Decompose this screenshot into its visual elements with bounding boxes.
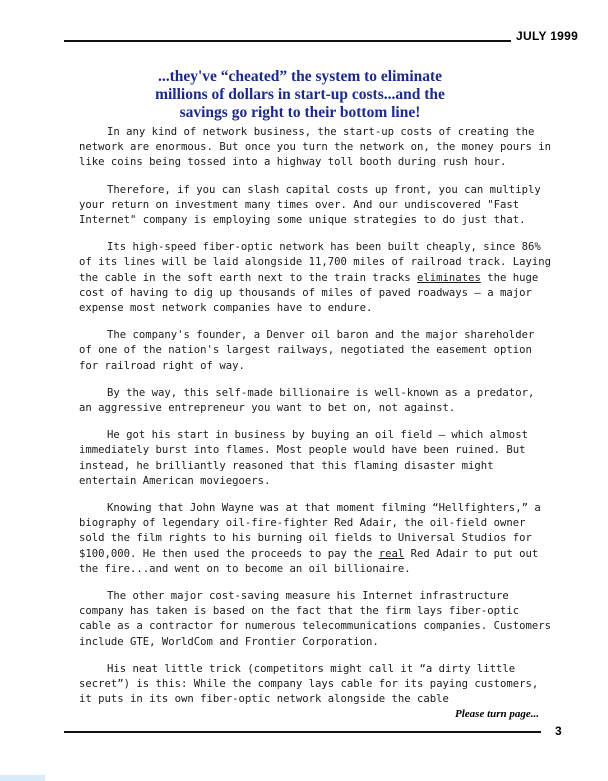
paragraph-8: The other major cost-saving measure his Internet infrastructure company has taken is based on the fact that the firm lays fiber-optic cable as a contractor for numerous telecommunications companies. Customers include GTE, WorldCom and Frontier Corporation. [79, 590, 551, 648]
turn-page-note: Please turn page... [455, 708, 540, 720]
paragraph-4: The company's founder, a Denver oil baron and the major shareholder of one of the nation's largest railways, negotiated the easement option for railroad right of way. [79, 329, 535, 372]
paragraph-3-text-a: Its high-speed fiber-optic network has been built cheaply, since 86% of its lines will be laid alongside 11,700 miles of railroad track. Laying the cable in the soft earth next to the train tracks [79, 241, 551, 284]
paragraph-5: By the way, this self-made billionaire is well-known as a predator, an aggressive entrepreneur you want to bet on, not against. [79, 386, 535, 415]
issue-date: JULY 1999 [516, 29, 579, 43]
emphasis-real: real [378, 547, 405, 560]
article-body [79, 125, 553, 720]
paragraph-3-text-b: the huge cost of having to dig up thousands of miles of paved roadways – a major expense most network companies have to endure. [79, 271, 539, 315]
headline-line-2: millions of dollars in start-up costs...and the [155, 86, 445, 103]
paragraph-7-text-b: Red Adair to put out the fire...and went on to become an oil billionaire. [79, 547, 539, 575]
page-number: 3 [555, 724, 562, 738]
paragraph-6: He got his start in business by buying an oil field – which almost immediately burst into flames. Most people would have been ruined. But instead, he brilliantly reasoned that this flaming disaster might entertain American moviegoers. [79, 429, 528, 487]
headline-line-1: ...they've “cheated” the system to eliminate [157, 68, 443, 85]
emphasis-eliminates: eliminates [417, 271, 481, 284]
paragraph-1: In any kind of network business, the start-up costs of creating the network are enormous. But once you turn the network on, the money pours in like coins being tossed into a highway toll booth during rush hour. [79, 126, 551, 169]
headline [120, 68, 480, 122]
paragraph-2: Therefore, if you can slash capital costs up front, you can multiply your return on investment many times over. And our undiscovered "Fast Internet" company is employing some unique strategies to do just that. [79, 183, 541, 227]
scan-corner-mark [0, 775, 45, 781]
paragraph-7 [79, 501, 553, 577]
paragraph-9: His neat little trick (competitors might call it “a dirty little secret”) is this: While the company lays cable for its paying customers, it puts in its own fiber-optic network alongside the cable [79, 662, 539, 706]
paragraph-3 [79, 240, 553, 316]
paragraph-7-text-a: Knowing that John Wayne was at that moment filming “Hellfighters,” a biography of legendary oil-fire-fighter Red Adair, the oil-field owner sold the film rights to his burning oil fields to Universal Studios for $100,000. He then used the proceeds to pay the [79, 502, 541, 560]
headline-line-3: savings go right to their bottom line! [179, 104, 421, 121]
header-rule [64, 40, 511, 42]
footer-rule [64, 731, 541, 733]
